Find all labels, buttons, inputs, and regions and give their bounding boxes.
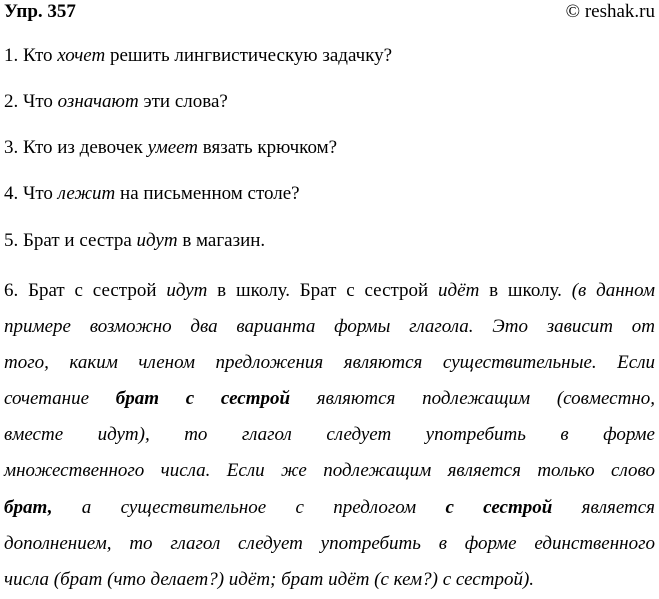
- item-6-comment: вместе идут), то глагол следует употребить в форме: [4, 424, 655, 445]
- item-6-subject-phrase: брат с сестрой: [115, 388, 291, 409]
- item-4-pre: 4. Что: [4, 183, 58, 204]
- source-watermark: © reshak.ru: [565, 1, 655, 22]
- item-6-comment: того, каким членом предложения являются существительные. Если: [4, 352, 655, 373]
- item-6-line-3: [4, 351, 655, 375]
- item-6-line-7: [4, 496, 655, 520]
- item-6-subject-word: брат,: [4, 497, 53, 518]
- item-6-verb-plural: идут: [166, 280, 208, 301]
- item-1-verb: хочет: [57, 45, 106, 66]
- item-3-post: вязать крючком?: [198, 137, 338, 158]
- item-6-line-6: [4, 459, 655, 483]
- item-6-line-9: [4, 568, 655, 592]
- item-6-comment: является: [552, 497, 655, 518]
- item-1-post: решить лингвистическую задачку?: [105, 45, 393, 66]
- item-4-verb: лежит: [57, 183, 116, 204]
- item-6-verb-singular: идёт: [438, 280, 480, 301]
- item-6-text: в школу.: [479, 280, 572, 301]
- header: [4, 0, 655, 24]
- item-6-comment: а существительное с предлогом: [52, 497, 446, 518]
- item-1-pre: 1. Кто: [4, 45, 58, 66]
- item-2-pre: 2. Что: [4, 91, 58, 112]
- item-5: [4, 229, 655, 253]
- item-1: [4, 44, 655, 68]
- item-3-pre: 3. Кто из девочек: [4, 137, 148, 158]
- item-5-verb: идут: [136, 230, 178, 251]
- item-6-text: 6. Брат с сестрой: [4, 280, 167, 301]
- item-2: [4, 90, 655, 114]
- item-6-line-8: [4, 532, 655, 556]
- item-6-line-4: [4, 387, 655, 411]
- item-6-comment: множественного числа. Если же подлежащим является только слово: [4, 460, 655, 481]
- item-3: [4, 136, 655, 160]
- item-6-comment: сочетание: [4, 388, 116, 409]
- item-6-line-1: [4, 279, 655, 303]
- item-6-comment: являются подлежащим (совместно,: [290, 388, 655, 409]
- item-6-object-phrase: с сестрой: [445, 497, 553, 518]
- item-6-comment: примере возможно два варианта формы глагола. Это зависит от: [4, 316, 655, 337]
- item-4-post: на письменном столе?: [115, 183, 300, 204]
- item-5-pre: 5. Брат и сестра: [4, 230, 137, 251]
- exercise-title: Упр. 357: [4, 1, 76, 22]
- item-5-post: в магазин.: [177, 230, 266, 251]
- item-6-line-5: [4, 423, 655, 447]
- item-4: [4, 182, 655, 206]
- item-2-verb: означают: [57, 91, 139, 112]
- item-6-comment: (в данном: [571, 280, 655, 301]
- item-2-post: эти слова?: [138, 91, 228, 112]
- item-6-comment: дополнением, то глагол следует употребить в форме единственного: [4, 533, 655, 554]
- item-6-comment: числа (брат (что делает?) идёт; брат идёт (с кем?) с сестрой).: [4, 569, 535, 590]
- item-3-verb: умеет: [147, 137, 199, 158]
- item-6-text: в школу. Брат с сестрой: [207, 280, 439, 301]
- item-6-line-2: [4, 315, 655, 339]
